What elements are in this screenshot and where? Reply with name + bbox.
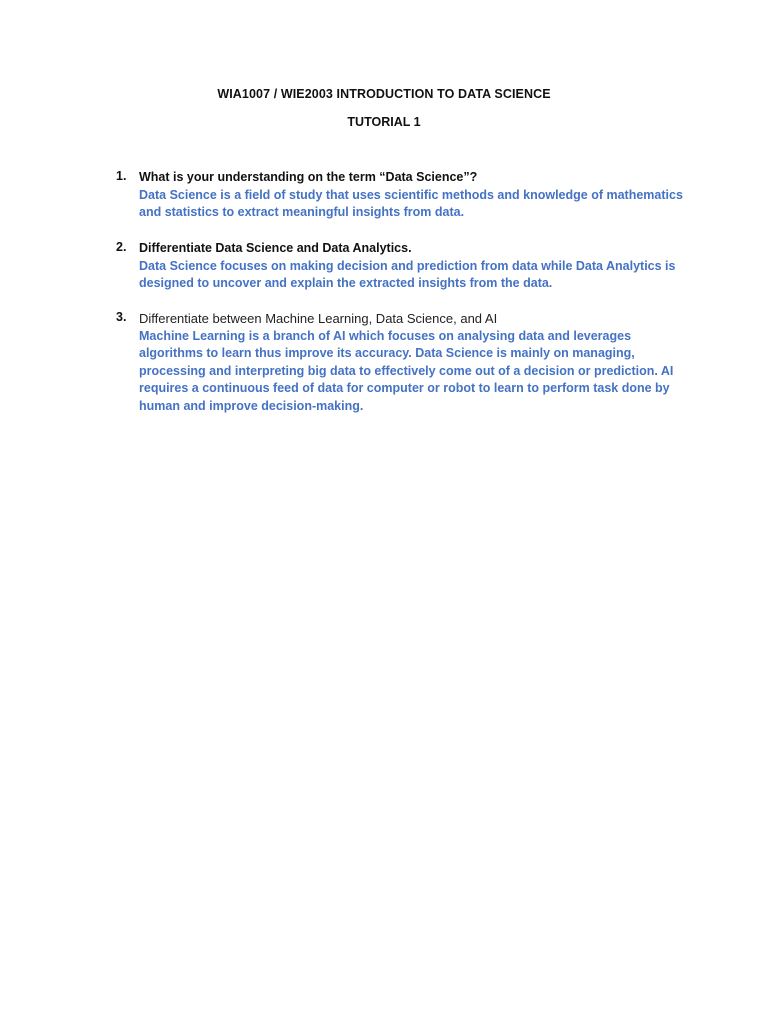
question-text: Differentiate between Machine Learning, Data Science, and AI [139,311,498,326]
question-number: 2. [116,240,127,254]
answer-text: Data Science is a field of study that uses scientific methods and knowledge of mathematics and statistics to extract meaningful insights from data. [139,187,683,219]
question-number: 3. [116,310,127,324]
question-number: 1. [116,169,127,183]
document-title: WIA1007 / WIE2003 INTRODUCTION TO DATA SCIENCE [217,87,551,101]
question-text: What is your understanding on the term “Data Science”? [139,170,478,184]
answer-text: Machine Learning is a branch of AI which focuses on analysing data and leverages algorithms to learn thus improve its accuracy. Data Science is mainly on managing, processing and interpreting big data to effectively come out of a decision or prediction. AI requires a continuous feed of data for computer or robot to learn to perform task done by human and improve decision-making. [139,328,674,413]
document-subtitle: TUTORIAL 1 [347,115,421,129]
question-text: Differentiate Data Science and Data Analytics. [139,241,412,255]
answer-text: Data Science focuses on making decision and prediction from data while Data Analytics is designed to uncover and explain the extracted insights from the data. [139,258,676,290]
